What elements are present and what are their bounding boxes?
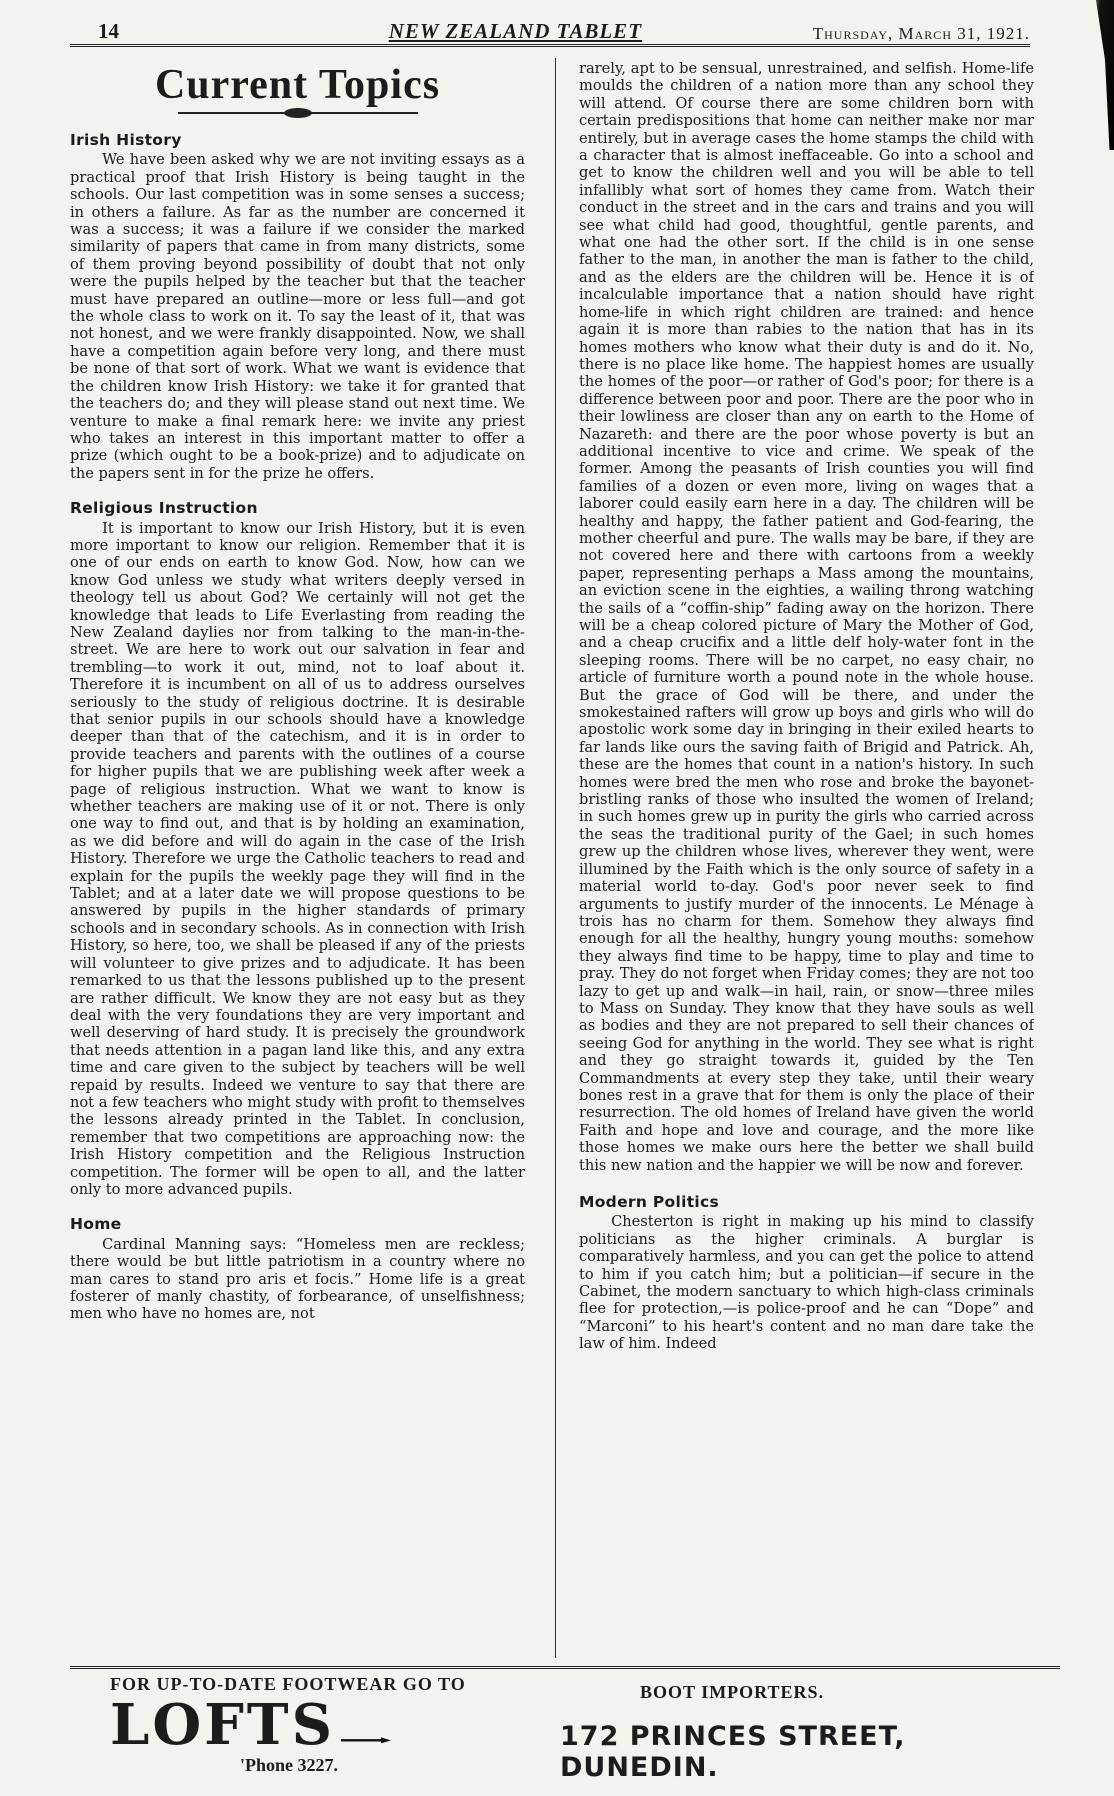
torn-edge-shadow	[1084, 0, 1114, 150]
publication-title: NEW ZEALAND TABLET	[388, 19, 643, 43]
advert-address: 172 PRINCES STREET, DUNEDIN.	[560, 1721, 906, 1783]
issue-date: Thursday, March 31, 1921.	[812, 24, 1030, 43]
heading-modern-politics: Modern Politics	[579, 1193, 720, 1211]
column-divider	[555, 58, 556, 1658]
advert-rule	[70, 1666, 1060, 1672]
section-title: Current Topics	[154, 62, 441, 108]
left-column	[70, 60, 525, 1658]
paragraph-irish-history: We have been asked why we are not inviting essays as a practical proof that Irish History is being taught in the schools. Our last competition was in some senses a success; in others a failure. As far as the number are concerned it was a success; it was a failure if we consider the marked similarity of papers that came in from many districts, some of them proving beyond possibility of doubt that not only were the pupils helped by the teacher but that the teacher must have prepared an outline—more or less full—and got the whole class to work on it. To say the least of it, that was not honest, and we were frankly disappointed. Now, we shall have a competition again before very long, and there must be none of that sort of work. What we want is evidence that the children know Irish History: we take it for granted that the teachers do; and they will please stand out next time. We venture to make a final remark here: we invite any priest who takes an interest in this important matter to offer a prize (which ought to be a book-prize) and to adjudicate on the papers sent in for the prize he offers.	[70, 151, 525, 482]
advert-left	[110, 1674, 550, 1794]
right-column	[579, 60, 1034, 1658]
paragraph-religious-instruction: It is important to know our Irish History, but it is even more important to know our religion. Remember that it is one of our ends on earth to know God. Now, how can we know God unless we study what writers deeply versed in theology tell us about God? We certainly will not get the knowledge that leads to Life Everlasting from reading the New Zealand daylies nor from talking to the man-in-the-street. We are here to work out our salvation in fear and trembling—to work it out, mind, not to loaf about it. Therefore it is incumbent on all of us to address ourselves seriously to the study of religious doctrine. It is desirable that senior pupils in our schools should have a knowledge deeper than that of the catechism, and it is in order to provide teachers and parents with the outlines of a course for higher pupils that we are publishing week after week a page of religious instruction. What we want to know is whether teachers are making use of it or not. There is only one way to find out, and that is by holding an examination, as we did before and will do again in the case of the Irish History. Therefore we urge the Catholic teachers to read and explain for the pupils the weekly page they will find in the Tablet; and at a later date we will propose questions to be answered by pupils in the higher standards of primary schools and in secondary schools. As in connection with Irish History, so here, too, we shall be pleased if any of the priests will volunteer to give prizes and to adjudicate. It has been remarked to us that the lessons published up to the present are rather difficult. We know they are not easy but as they deal with the very foundations they are very important and well deserving of hard study. It is precisely the groundwork that needs attention in a pagan land like this, and any extra time and care given to the subject by teachers will be well repaid by results. Indeed we venture to say that there are not a few teachers who might study with profit to themselves the lessons already printed in the Tablet. In conclusion, remember that two competitions are approaching now: the Irish History competition and the Religious Instruction competition. The former will be open to all, and the latter only to more advanced pupils.	[70, 519, 525, 1198]
heading-irish-history: Irish History	[70, 131, 182, 149]
title-ornament	[178, 112, 418, 114]
heading-home: Home	[70, 1215, 122, 1234]
page-number: 14	[98, 19, 119, 43]
paragraph-home-continued: rarely, apt to be sensual, unrestrained, and selfish. Home-life moulds the children of a nation more than any school they will attend. Of course there are some children born with certain predispositions that home can neither make nor mar entirely, but in average cases the home stamps the child with a character that is almost ineffaceable. Go into a school and get to know the children well and you will be able to tell infallibly what sort of homes they came from. Watch their conduct in the street and in the cars and trains and you will see what child had good, thoughtful, gentle parents, and what one had the other sort. If the child is in one sense father to the man, in another the man is father to the child, and as the elders are the children will be. Hence it is of incalculable importance that a nation should have right home-life in which right children are trained: and hence again it is more than rabies to the nation that has in its homes mothers who know what their duty is and do it. No, there is no place like home. The happiest homes are usually the homes of the poor—or rather of God's poor; for there is a difference between poor and poor. There are the poor who in their lowliness are closer than any on earth to the Home of Nazareth: and there are the poor whose poverty is but an additional incentive to vice and crime. We speak of the former. Among the peasants of Irish counties you will find families of a dozen or even more, living on wages that a laborer could easily earn here in a day. The children will be healthy and happy, the father patient and God-fearing, the mother cheerful and pure. The walls may be bare, if they are not covered here and there with cartoons from a weekly paper, representing perhaps a Mass among the mountains, an eviction scene in the eighties, a wailing throng watching the sails of a “coffin-ship” fading away on the horizon. There will be a cheap colored picture of Mary the Mother of God, and a cheap crucifix and a little delf holy-water font in the sleeping rooms. There will be no carpet, no easy chair, no article of furniture worth a pound note in the whole house. But the grace of God will be there, and under the smokestained rafters will grow up boys and girls who will do apostolic work some day in bringing in their exiled hearts to far lands like ours the saving faith of Brigid and Patrick. Ah, these are the homes that count in a nation's history. In such homes were bred the men who rose and broke the bayonet-bristling ranks of those who insulted the women of Ireland; in such homes grew up in purity the girls who carried across the seas the traditional purity of the Gael; in such homes grew up the children whose lives, wherever they went, were illumined by the Faith which is the only source of safety in a material world to-day. God's poor never seek to find arguments to justify murder of the innocents. Le Ménage à trois has no charm for them. Somehow they always find enough for all the healthy, hungry young mouths: somehow they always find time to be happy, time to play and time to pray. They do not forget when Friday comes; they are not too lazy to get up and walk—in hail, rain, or snow—three miles to Mass on Sunday. They know that they have souls as well as bodies and they are not prepared to sell their chances of seeing God for anything in the world. They see what is right and they go straight towards it, guided by the Ten Commandments at every step they take, until their weary bones rest in a grave that for them is only the place of their resurrection. The old homes of Ireland have given the world Faith and hope and love and courage, and the more like those homes we make ours here the better we shall build this new nation and the happier we will be now and forever.	[579, 60, 1034, 1174]
advert-tagline: FOR UP-TO-DATE FOOTWEAR GO TO	[110, 1674, 466, 1694]
advert-boot-importers: BOOT IMPORTERS.	[640, 1682, 825, 1702]
paragraph-home: Cardinal Manning says: “Homeless men are reckless; there would be but little patriotism in a country where no man cares to stand pro aris et focis.” Home life is a great fosterer of manly chastity, of forbearance, of unselfishness; men who have no homes are, not	[70, 1235, 525, 1323]
arrow-icon	[341, 1737, 391, 1743]
paragraph-modern-politics: Chesterton is right in making up his mind to classify politicians as the higher criminals. A burglar is comparatively harmless, and you can get the police to attend to him if you catch him; but a politician—if secure in the Cabinet, the modern sanctuary to which high-class criminals flee for protection,—is police-proof and he can “Dope” and “Marconi” to his heart's content and no man dare take the law of him. Indeed	[579, 1213, 1034, 1353]
advert-right	[560, 1674, 1060, 1794]
advert-brand: LOFTS	[110, 1692, 336, 1758]
advert-phone: 'Phone 3227.	[240, 1755, 339, 1775]
heading-religious-instruction: Religious Instruction	[70, 499, 258, 518]
masthead	[70, 14, 1030, 47]
